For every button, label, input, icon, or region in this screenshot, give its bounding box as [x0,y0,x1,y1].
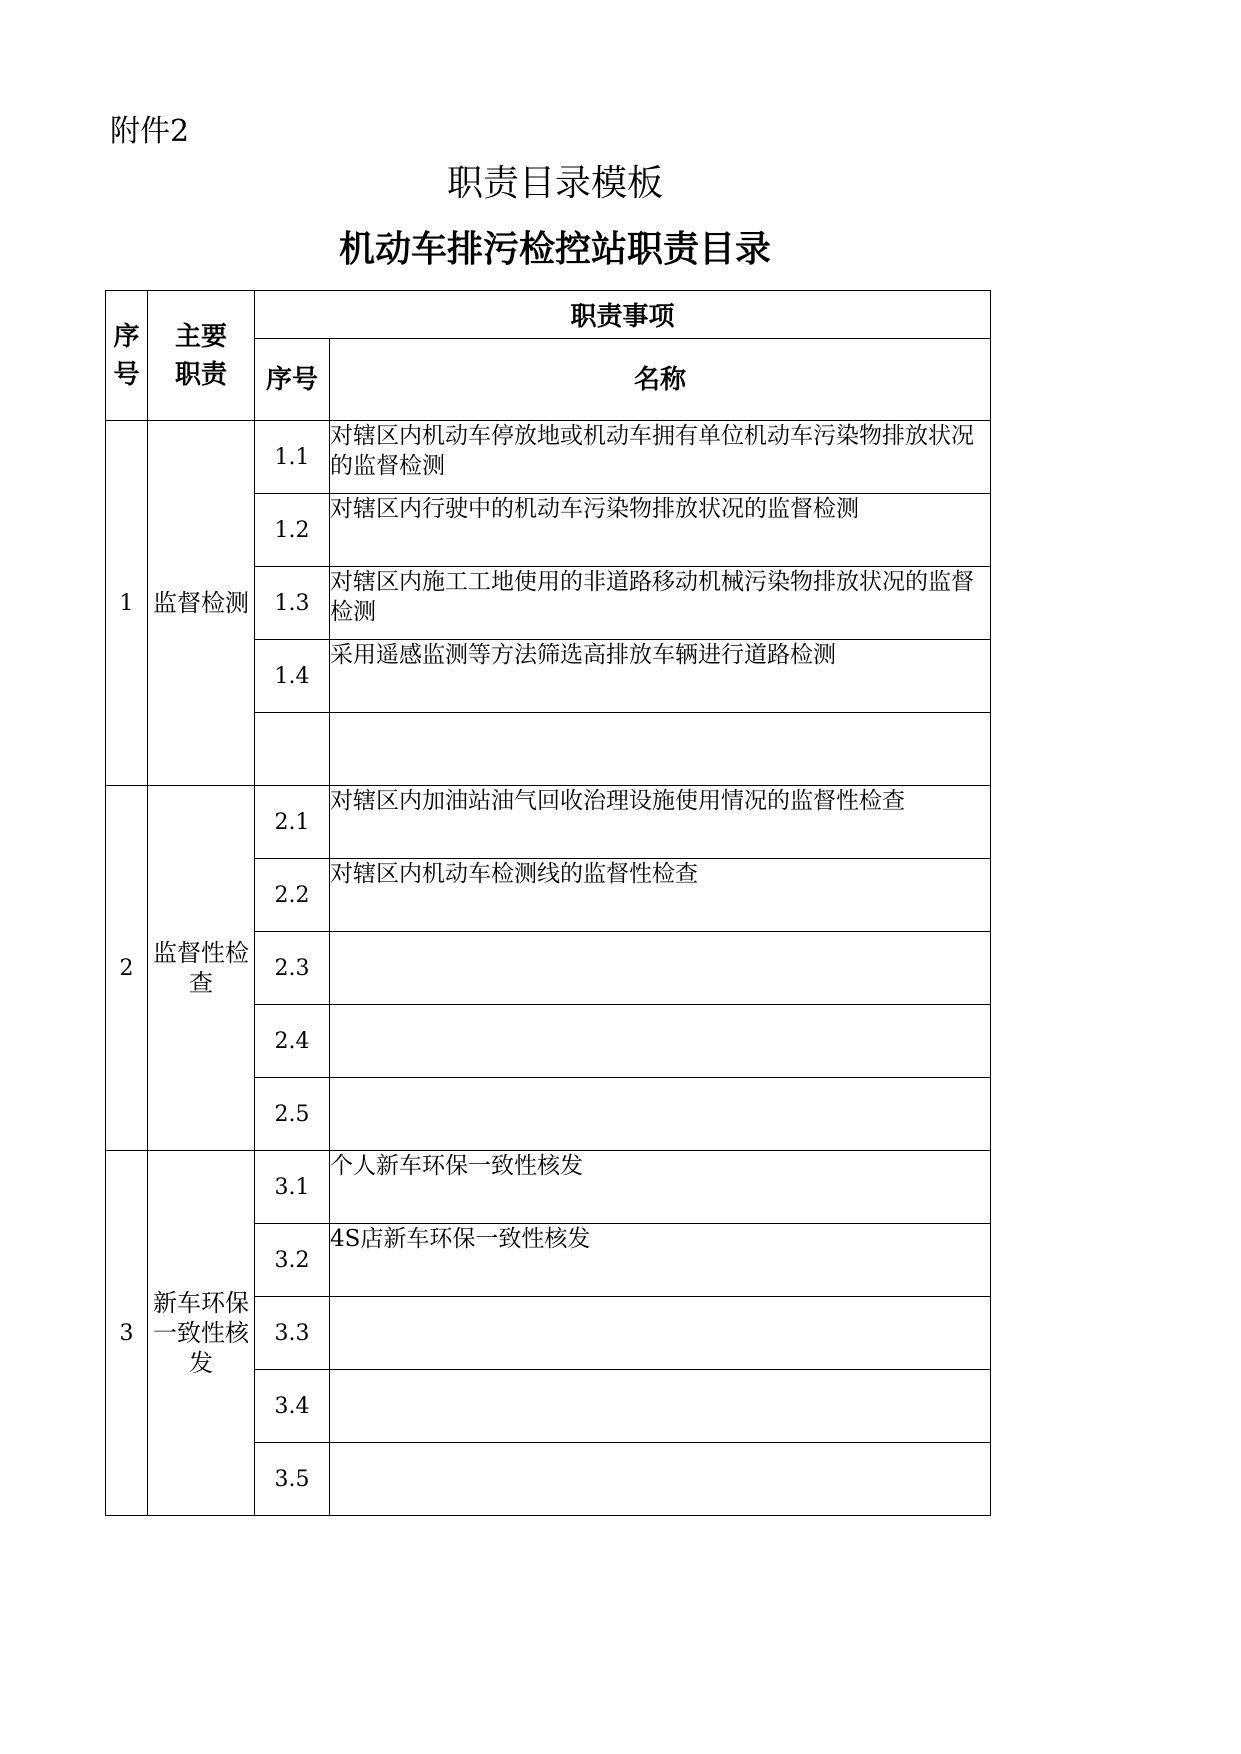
item-number: 3.3 [255,1297,330,1370]
table-row [106,1151,991,1224]
item-number: 3.4 [255,1370,330,1443]
header-duty-items: 职责事项 [255,291,991,339]
item-number: 3.1 [255,1151,330,1224]
group-number: 1 [106,421,148,786]
item-number: 2.2 [255,859,330,932]
item-number: 1.1 [255,421,330,494]
template-title: 职责目录模板 [446,163,663,204]
item-name: 4S店新车环保一致性核发 [330,1224,991,1297]
item-name [330,1078,991,1151]
group-number: 2 [106,786,148,1151]
group-main-duty: 监督检测 [148,421,255,786]
item-number: 1.3 [255,567,330,640]
table-row [106,786,991,859]
item-number: 3.5 [255,1443,330,1516]
header-seq: 序号 [106,291,148,421]
item-number: 3.2 [255,1224,330,1297]
item-name [330,713,991,786]
attachment-label: 附件2 [110,114,190,149]
item-name [330,1005,991,1078]
item-name [330,932,991,1005]
group-number: 3 [106,1151,148,1516]
header-item-name: 名称 [330,339,991,421]
group-main-duty: 监督性检查 [148,786,255,1151]
document-title: 机动车排污检控站职责目录 [338,229,771,270]
header-item-seq: 序号 [255,339,330,421]
item-name: 个人新车环保一致性核发 [330,1151,991,1224]
item-number: 2.3 [255,932,330,1005]
item-name: 对辖区内施工工地使用的非道路移动机械污染物排放状况的监督检测 [330,567,991,640]
item-name [330,1370,991,1443]
item-name: 对辖区内机动车检测线的监督性检查 [330,859,991,932]
item-number: 2.5 [255,1078,330,1151]
item-name: 对辖区内行驶中的机动车污染物排放状况的监督检测 [330,494,991,567]
item-number: 1.4 [255,640,330,713]
duty-catalog-table [105,290,991,1516]
item-number [255,713,330,786]
header-main-duty: 主要职责 [148,291,255,421]
group-main-duty: 新车环保一致性核发 [148,1151,255,1516]
table-row [106,421,991,494]
item-name: 对辖区内加油站油气回收治理设施使用情况的监督性检查 [330,786,991,859]
item-name: 对辖区内机动车停放地或机动车拥有单位机动车污染物排放状况的监督检测 [330,421,991,494]
item-name: 采用遥感监测等方法筛选高排放车辆进行道路检测 [330,640,991,713]
item-number: 1.2 [255,494,330,567]
item-number: 2.1 [255,786,330,859]
table-body [106,421,991,1516]
item-name [330,1443,991,1516]
item-name [330,1297,991,1370]
item-number: 2.4 [255,1005,330,1078]
